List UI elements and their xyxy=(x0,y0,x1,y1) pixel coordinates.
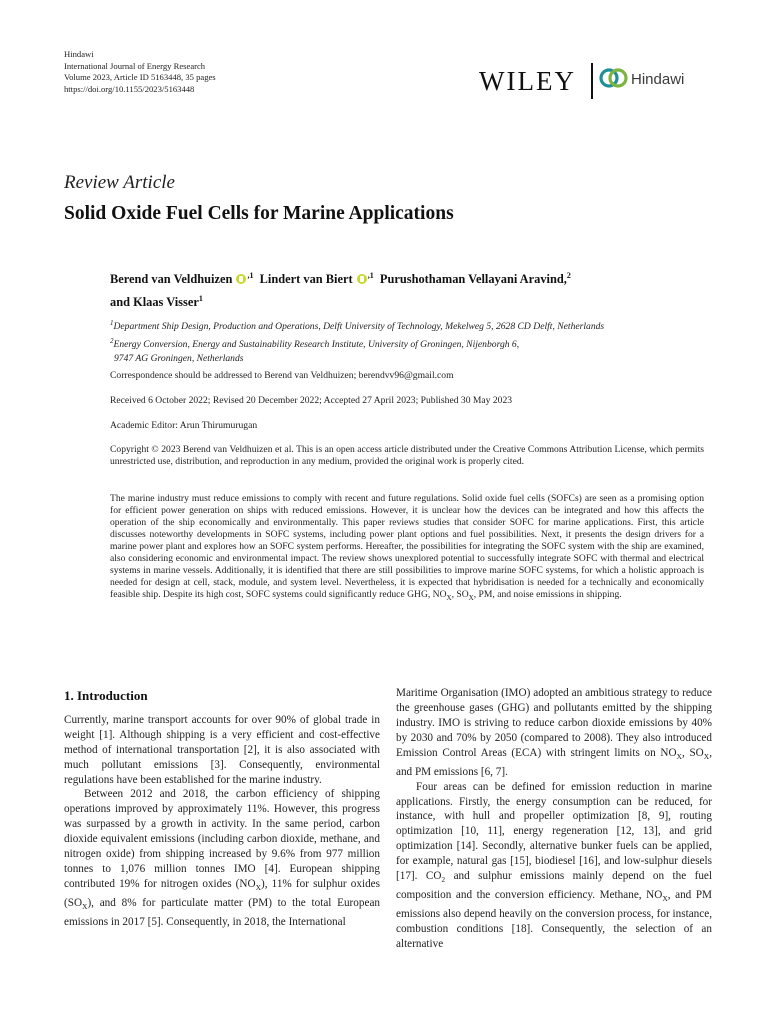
paragraph xyxy=(396,686,712,780)
publisher-name: Hindawi xyxy=(64,49,94,59)
body-column-right xyxy=(396,686,712,952)
affiliation-1 xyxy=(110,316,604,334)
paragraph-text: ), 11% for sulphur oxides (SO xyxy=(64,877,380,910)
journal-metadata xyxy=(64,49,216,95)
paragraph xyxy=(396,780,712,952)
hindawi-rings-icon xyxy=(599,66,629,90)
affiliations xyxy=(110,316,604,366)
affiliation-2 xyxy=(110,334,604,352)
affiliation-mark: 1 xyxy=(198,294,203,304)
copyright-notice: Copyright © 2023 Berend van Veldhuizen et al. This is an open access article distributed under the Creative Commons Attribution License, which permits unrestricted use, distribution, and reproduction in any medium, provided the original work is properly cited. xyxy=(110,444,704,467)
paragraph-text: ), and 8% for particulate matter (PM) to the total European emissions in 2017 [5]. Consequently, in 2018, the International xyxy=(64,897,380,929)
affiliation-2-continued: 9747 AG Groningen, Netherlands xyxy=(114,353,244,365)
affiliation-text: Department Ship Design, Production and Operations, Delft University of Technology, Mekelweg 5, 2628 CD Delft, Netherlands xyxy=(113,321,605,333)
abstract-text: , SO xyxy=(451,589,469,600)
paragraph-text: Four areas can be defined for emission reduction in marine applications. Firstly, the energy consumption can be reduced, for instance, with hull and propeller optimization [8, 9], routing optimization [10, 11], energy regeneration [12, 13], and grid optimization [14]. Secondly, alternative bunker fuels can be applied, for example, natural gas [15], biodiesel [16], and low-sulphur diesels [17]. CO xyxy=(396,780,712,883)
abstract-text: , PM, and noise emissions in shipping. xyxy=(473,589,622,600)
subscript: X xyxy=(82,902,88,912)
paragraph-text: Between 2012 and 2018, the carbon efficiency of shipping operations improved by approximately 11%. However, this progress was surpassed by a growth in activity. In the same period, carbon dioxide equivalent emissions (including carbon dioxide, methane, and nitrogen oxide) from shipping increased by 9.6% from 977 million tonnes to 1,076 million tonnes IMO [4]. European shipping contributed 19% for nitrogen oxides (NO xyxy=(64,788,380,890)
doi-link[interactable]: https://doi.org/10.1155/2023/5163448 xyxy=(64,83,195,94)
paragraph-text: and sulphur emissions mainly depend on the fuel composition and the conversion efficiency. Methane, NO xyxy=(396,870,712,902)
abstract xyxy=(110,493,704,604)
author-name[interactable]: and Klaas Visser xyxy=(110,295,199,310)
author-list xyxy=(110,266,571,312)
abstract-text: The marine industry must reduce emissions to comply with recent and future regulations. Solid oxide fuel cells (SOFCs) are seen as a promising option for efficient power generation on ships with reduced emissions. However, it is unclear how the devices can be integrated and how this affects the operation of the ship economically and environmentally. This paper reviews studies that consider SOFC for marine applications. First, this article discusses noteworthy developments in SOFC systems, including power plant options and fuel possibilities. Next, it presents the design drivers for a marine power plant and explores how an SOFC system performs. Hereafter, the possibilities for integrating the SOFC system with the ship are examined, also considering economic and environmental impact. The review shows unexplored potential to successfully integrate SOFC with thermal and electrical systems in marine vessels. Additionally, it is identified that there are still possibilities to improve marine SOFC systems, for which a holistic approach is needed for design at cell, stack, module, and system level. Nevertheless, it is expected that hybridisation is needed for a technically and economically feasible ship. Despite its high cost, SOFC systems could significantly reduce GHG, NO xyxy=(110,493,704,600)
subscript: 2 xyxy=(441,875,446,885)
author-name[interactable]: Purushothaman Vellayani Aravind, xyxy=(379,272,567,287)
subscript: X xyxy=(446,593,452,602)
academic-editor: Academic Editor: Arun Thirumurugan xyxy=(110,420,258,431)
body-column-left xyxy=(64,686,380,930)
author-name[interactable]: Lindert van Biert xyxy=(259,272,353,287)
journal-name: International Journal of Energy Research xyxy=(64,60,206,71)
article-title: Solid Oxide Fuel Cells for Marine Applications xyxy=(64,203,454,224)
paragraph xyxy=(64,787,380,930)
affiliation-number: 2 xyxy=(110,337,114,346)
paragraph-text: Maritime Organisation (IMO) adopted an ambitious strategy to reduce the greenhouse gases (GHG) and pollutants emitted by the shipping industry. IMO is striving to reduce carbon dioxide emissions by 40% by 2030 and 70% by 2050 (compared to 2008). They also introduced Emission Control Areas (ECA) with stringent limits on NO xyxy=(396,687,712,759)
subscript: X xyxy=(468,593,474,602)
paragraph-text: , SO xyxy=(681,746,704,759)
author-line-1 xyxy=(110,266,571,289)
correspondence: Correspondence should be addressed to Berend van Veldhuizen; berendvv96@gmail.com xyxy=(110,370,454,381)
paragraph-text: , and PM emissions also depend heavily on the conversion process, for instance, combustion conditions [18]. Consequently, the selection of an alternative xyxy=(396,889,712,951)
affiliation-mark: ,1 xyxy=(247,271,254,280)
article-type: Review Article xyxy=(64,172,175,193)
affiliation-mark: 2 xyxy=(566,271,571,280)
paragraph-text: , and PM emissions [6, 7]. xyxy=(396,746,712,778)
paragraph: Currently, marine transport accounts for over 90% of global trade in weight [1]. Although shipping is a very efficient and cost-effective method of international transportation [2], it is also associated with much pollutant emissions [3]. Consequently, environmental regulations have been established for the marine industry. xyxy=(64,713,380,786)
affiliation-text: Energy Conversion, Energy and Sustainability Research Institute, University of Groningen, Nijenborgh 6, xyxy=(113,339,520,351)
wiley-logo: WILEY xyxy=(479,66,576,96)
publisher-brand xyxy=(479,60,719,104)
affiliation-number: 1 xyxy=(110,319,114,327)
subscript: X xyxy=(255,883,261,893)
brand-divider xyxy=(591,63,593,99)
volume-line: Volume 2023, Article ID 5163448, 35 pages xyxy=(64,72,216,82)
subscript: X xyxy=(662,894,668,904)
orcid-icon[interactable] xyxy=(357,274,367,284)
section-heading: 1. Introduction xyxy=(64,688,148,703)
publication-dates: Received 6 October 2022; Revised 20 December 2022; Accepted 27 April 2023; Published 30 May 2023 xyxy=(110,395,513,406)
affiliation-mark: ,1 xyxy=(367,271,374,280)
orcid-icon[interactable] xyxy=(236,274,246,284)
subscript: X xyxy=(703,751,710,761)
subscript: X xyxy=(676,751,682,761)
author-name[interactable]: Berend van Veldhuizen xyxy=(110,272,233,287)
author-line-2 xyxy=(110,289,571,312)
hindawi-logo-text: Hindawi xyxy=(631,71,685,88)
